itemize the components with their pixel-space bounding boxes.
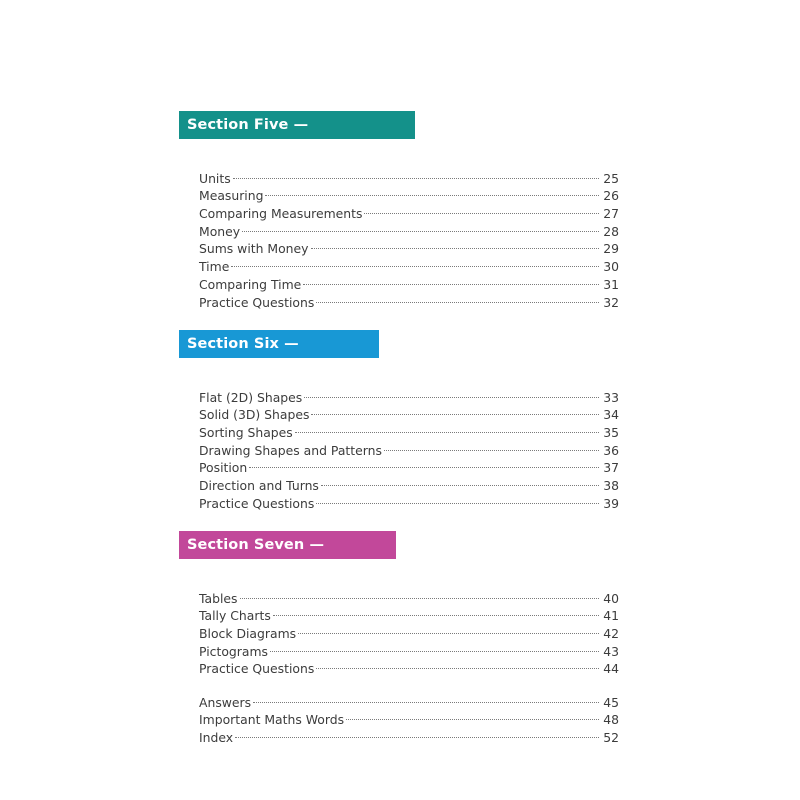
- entry-page: 28: [603, 223, 619, 239]
- leader-dots: [295, 419, 599, 437]
- toc-entry[interactable]: [199, 472, 619, 494]
- entry-title: Solid (3D) Shapes: [199, 407, 310, 423]
- entry-page: 52: [603, 730, 619, 746]
- entry-page: 48: [603, 712, 619, 728]
- toc-entry[interactable]: [199, 236, 619, 257]
- entry-page: 30: [603, 259, 619, 275]
- back-matter: [179, 689, 619, 746]
- entry-title: Tables: [199, 590, 238, 606]
- section-five-header: Section Five — Measurement: [179, 111, 415, 139]
- leader-dots: [265, 183, 599, 201]
- toc-entry[interactable]: [199, 585, 619, 606]
- entry-page: 37: [603, 460, 619, 476]
- entry-title: Practice Questions: [199, 495, 315, 511]
- entry-title: Tally Charts: [199, 608, 271, 624]
- leader-dots: [384, 437, 599, 455]
- entry-page: 29: [603, 241, 619, 257]
- entry-page: 25: [603, 170, 619, 186]
- leader-dots: [346, 707, 599, 725]
- leader-dots: [249, 455, 599, 473]
- entry-page: 31: [603, 276, 619, 292]
- toc-entry[interactable]: [199, 271, 619, 292]
- entry-page: 26: [603, 188, 619, 204]
- leader-dots: [321, 472, 599, 490]
- toc-entry[interactable]: [199, 183, 619, 204]
- entry-title: Flat (2D) Shapes: [199, 389, 303, 405]
- leader-dots: [364, 200, 599, 218]
- section-six-header: Section Six — Geometry: [179, 330, 379, 358]
- entry-title: Index: [199, 730, 234, 746]
- entry-title: Direction and Turns: [199, 478, 319, 494]
- leader-dots: [242, 218, 599, 236]
- leader-dots: [304, 384, 599, 402]
- leader-dots: [316, 656, 599, 674]
- entry-title: Practice Questions: [199, 661, 315, 677]
- toc-entry[interactable]: [199, 724, 619, 746]
- entry-title: Time: [199, 259, 230, 275]
- leader-dots: [270, 638, 599, 656]
- section-seven-header: Section Seven — Statistics: [179, 531, 396, 559]
- entry-title: Comparing Measurements: [199, 206, 363, 222]
- entry-title: Sorting Shapes: [199, 425, 293, 441]
- entry-page: 33: [603, 389, 619, 405]
- entry-page: 43: [603, 643, 619, 659]
- entry-page: 35: [603, 425, 619, 441]
- entry-page: 45: [603, 694, 619, 710]
- section-seven-entries: [179, 585, 619, 677]
- entry-title: Pictograms: [199, 643, 268, 659]
- section-five-entries: [179, 165, 619, 310]
- entry-page: 44: [603, 661, 619, 677]
- entry-page: 32: [603, 294, 619, 310]
- section-seven: [179, 531, 619, 677]
- back-matter-entries: [179, 689, 619, 746]
- entry-page: 36: [603, 442, 619, 458]
- entry-title: Answers: [199, 694, 252, 710]
- leader-dots: [233, 165, 599, 183]
- entry-title: Money: [199, 223, 241, 239]
- section-six: [179, 330, 619, 511]
- toc-entry[interactable]: [199, 689, 619, 710]
- leader-dots: [298, 620, 599, 638]
- toc-entry[interactable]: [199, 707, 619, 728]
- entry-title: Important Maths Words: [199, 712, 345, 728]
- toc-entry[interactable]: [199, 455, 619, 476]
- toc-entry[interactable]: [199, 384, 619, 405]
- leader-dots: [311, 236, 600, 254]
- entry-title: Position: [199, 460, 248, 476]
- leader-dots: [235, 724, 599, 742]
- entry-page: 40: [603, 590, 619, 606]
- leader-dots: [253, 689, 599, 707]
- leader-dots: [231, 253, 599, 271]
- leader-dots: [240, 585, 600, 603]
- entry-page: 41: [603, 608, 619, 624]
- entry-page: 39: [603, 495, 619, 511]
- section-six-entries: [179, 384, 619, 511]
- entry-page: 42: [603, 626, 619, 642]
- section-five: [179, 111, 619, 310]
- toc-entry[interactable]: [199, 218, 619, 239]
- leader-dots: [311, 402, 599, 420]
- entry-title: Sums with Money: [199, 241, 309, 257]
- entry-page: 34: [603, 407, 619, 423]
- entry-title: Drawing Shapes and Patterns: [199, 442, 382, 458]
- leader-dots: [316, 289, 599, 307]
- toc-entry[interactable]: [199, 165, 619, 186]
- entry-title: Block Diagrams: [199, 626, 297, 642]
- entry-title: Units: [199, 170, 231, 186]
- entry-page: 38: [603, 478, 619, 494]
- leader-dots: [303, 271, 599, 289]
- toc-entry[interactable]: [199, 253, 619, 275]
- toc-entry[interactable]: [199, 603, 619, 624]
- leader-dots: [273, 603, 599, 621]
- entry-title: Comparing Time: [199, 276, 302, 292]
- entry-title: Practice Questions: [199, 294, 315, 310]
- entry-title: Measuring: [199, 188, 264, 204]
- entry-page: 27: [603, 206, 619, 222]
- leader-dots: [316, 490, 599, 508]
